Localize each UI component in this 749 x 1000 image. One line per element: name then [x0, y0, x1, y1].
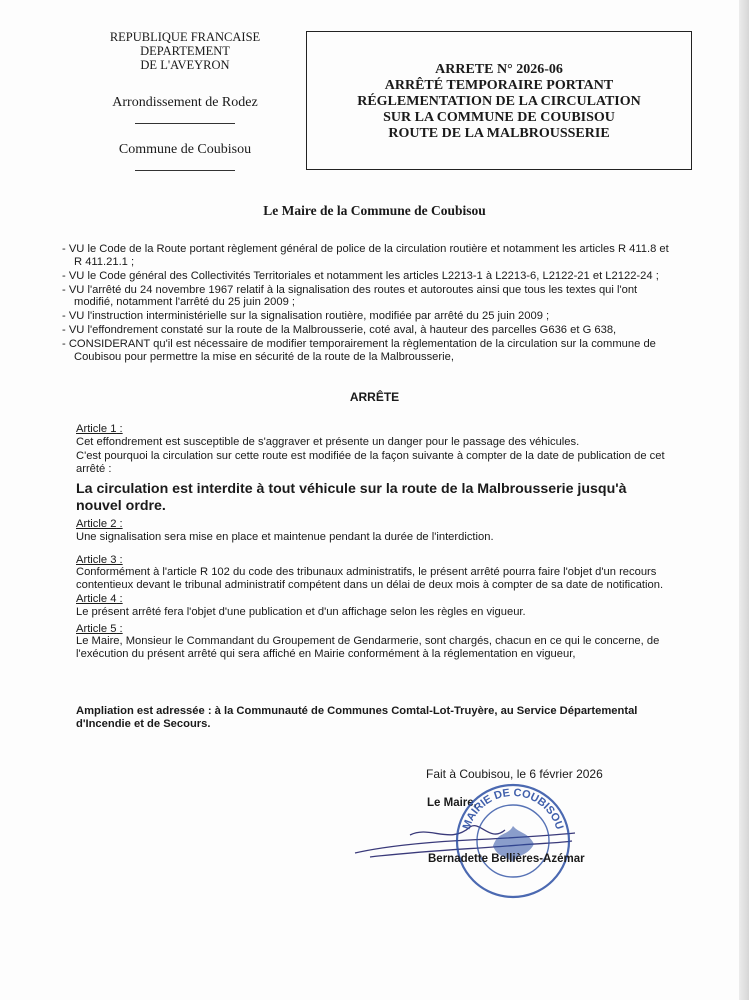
article-label: Article 1 :	[76, 423, 123, 435]
place-date: Fait à Coubisou, le 6 février 2026	[426, 767, 603, 781]
article-text: Le Maire, Monsieur le Commandant du Groupement de Gendarmerie, sont chargés, chacun en ce qui le concerne, de l'exécution du présent arrêté qui sera affiché en Mairie conformément à la réglementation en vigueur,	[76, 635, 660, 660]
article-text: C'est pourquoi la circulation sur cette route est modifiée de la façon suivante à compter de la date de publication de cet arrêté :	[76, 450, 665, 475]
title-line: ROUTE DE LA MALBROUSSERIE	[388, 126, 610, 141]
divider	[135, 123, 235, 124]
divider	[135, 170, 235, 171]
department-name: DE L'AVEYRON	[140, 58, 230, 72]
title-line: ARRÊTÉ TEMPORAIRE PORTANT	[384, 78, 614, 93]
article-label: Article 4 :	[76, 593, 123, 606]
article-text: Cet effondrement est susceptible de s'aggraver et présente un danger pour le passage des véhicules.	[76, 435, 580, 448]
svg-text:MAIRIE DE COUBISOU	[461, 787, 566, 831]
issuer-block	[80, 30, 290, 171]
consideration-item: - VU l'effondrement constaté sur la route de la Malbrousserie, coté aval, à hauteur des parcelles G636 et G 638,	[62, 324, 617, 336]
consideration-item: - VU le Code général des Collectivités Territoriales et notamment les articles L2213-1 à L2213-6, L2122-21 et L2122-24 ;	[62, 269, 659, 282]
country-line: REPUBLIQUE FRANCAISE	[109, 30, 261, 44]
article-label: Article 3 :	[76, 553, 123, 566]
stamp-text: MAIRIE DE COUBISOU	[460, 786, 566, 832]
decree-number: ARRETE N° 2026-06	[435, 62, 563, 77]
decree-title-box	[306, 31, 692, 170]
mayor-heading: Le Maire de la Commune de Coubisou	[263, 203, 486, 218]
article-text: Une signalisation sera mise en place et maintenue pendant la durée de l'interdiction.	[76, 530, 494, 543]
arrondissement: Arrondissement de Rodez	[112, 95, 258, 110]
mairie-stamp	[448, 776, 578, 906]
title-line: RÉGLEMENTATION DE LA CIRCULATION	[357, 94, 641, 109]
signatory-role: Le Maire,	[427, 797, 477, 809]
page-edge-shadow	[739, 0, 749, 1000]
department-line: DEPARTEMENT	[140, 44, 230, 58]
consideration-item: - CONSIDERANT qu'il est nécessaire de modifier temporairement la règlementation de la circulation sur la commune de Coubisou pour permettre la mise en sécurité de la route de la Malbrousserie,	[62, 338, 656, 363]
article-text: Le présent arrêté fera l'objet d'une publication et d'un affichage selon les règles en vigueur.	[76, 605, 526, 618]
commune-name: Commune de Coubisou	[118, 142, 252, 157]
consideration-item: - VU le Code de la Route portant règlement général de police de la circulation routière et notamment les articles R 411.8 et R 411.21.1 ;	[62, 243, 669, 268]
article-label: Article 2 :	[76, 518, 123, 531]
article-label: Article 5 :	[76, 622, 123, 635]
title-line: SUR LA COMMUNE DE COUBISOU	[383, 110, 615, 125]
articles-body	[76, 419, 672, 660]
considerations-list	[62, 243, 674, 365]
signatory-name: Bernadette Bellières-Azémar	[428, 853, 585, 865]
ampliation-note: Ampliation est adressée : à la Communauté de Communes Comtal-Lot-Truyère, au Service Départemental d'Incendie et de Secours.	[76, 705, 638, 730]
arrete-heading: ARRÊTE	[349, 390, 400, 404]
consideration-item: - VU l'instruction interministérielle sur la signalisation routière, modifiée par arrêté du 25 juin 2009 ;	[62, 310, 550, 322]
consideration-item: - VU l'arrêté du 24 novembre 1967 relatif à la signalisation des routes et autoroutes ainsi que tous les textes qui l'ont modifié, notamment l'arrêté du 25 juin 2009 ;	[62, 283, 638, 308]
emphasis-text: La circulation est interdite à tout véhicule sur la route de la Malbrousserie jusqu'à nouvel ordre.	[76, 481, 627, 514]
article-text: Conformément à l'article R 102 du code des tribunaux administratifs, le présent arrêté pourra faire l'objet d'un recours contentieux devant le tribunal administratif compétent dans un délai de deux mois à compter de sa date de notification.	[76, 566, 664, 591]
